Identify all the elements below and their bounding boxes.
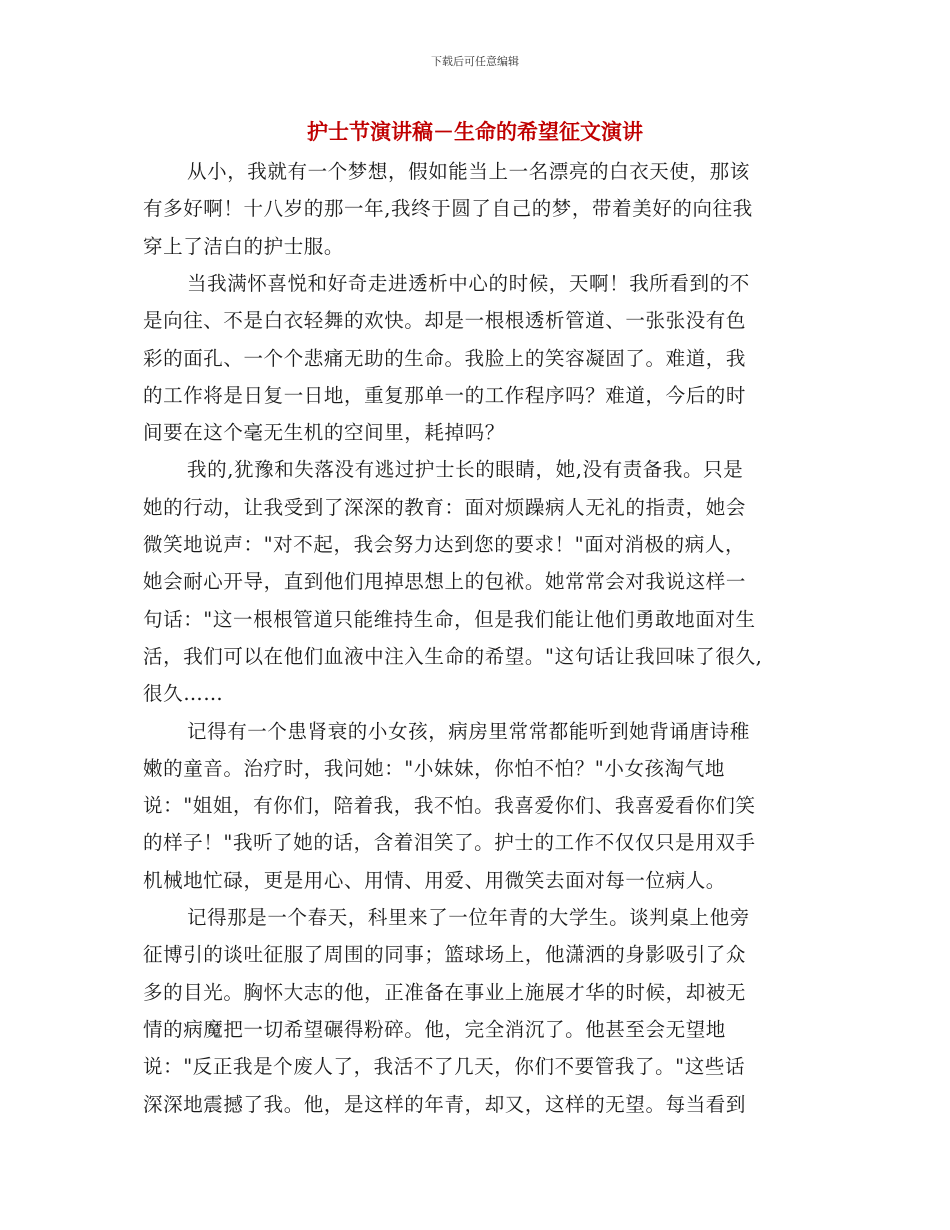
text-line: 的样子！"我听了她的话，含着泪笑了。护士的工作不仅仅只是用双手: [143, 831, 756, 855]
text-line: 嫩的童音。治疗时，我问她："小妹妹，你怕不怕？"小女孩淘气地: [143, 756, 725, 780]
text-line: 微笑地说声："对不起，我会努力达到您的要求！"面对消极的病人，: [143, 533, 746, 556]
text-line: 征博引的谈吐征服了周围的同事；篮球场上，他潇洒的身影吸引了众: [143, 943, 747, 967]
text-line: 机械地忙碌，更是用心、用情、用爱、用微笑去面对每一位病人。: [143, 868, 726, 892]
text-line: 记得那是一个春天，科里来了一位年青的大学生。谈判桌上他旁: [187, 906, 750, 929]
text-line: 活，我们可以在他们血液中注入生命的希望。"这句话让我回味了很久,: [143, 644, 763, 668]
text-line: 记得有一个患肾衰的小女孩，病房里常常都能听到她背诵唐诗稚: [187, 719, 750, 743]
page-header: 下载后可任意编辑: [431, 55, 519, 68]
text-line: 她的行动，让我受到了深深的教育：面对烦躁病人无礼的指责，她会: [143, 495, 747, 519]
text-line: 间要在这个毫无生机的空间里，耗掉吗？: [143, 421, 505, 445]
text-line: 句话："这一根根管道只能维持生命，但是我们能让他们勇敢地面对生: [143, 607, 756, 631]
text-line: 穿上了洁白的护士服。: [143, 234, 345, 258]
text-line: 有多好啊！十八岁的那一年,我终于圆了自己的梦，带着美好的向往我: [143, 197, 753, 221]
text-line: 的工作将是日复一日地，重复那单一的工作程序吗？难道，今后的时: [143, 383, 747, 407]
text-line: 说："反正我是个废人了，我活不了几天，你们不要管我了。"这些话: [143, 1055, 746, 1079]
text-line: 是向往、不是白衣轻舞的欢快。却是一根根透析管道、一张张没有色: [143, 309, 747, 333]
text-line: 当我满怀喜悦和好奇走进透析中心的时候，天啊！我所看到的不: [187, 271, 750, 295]
text-line: 很久……: [143, 682, 224, 706]
text-line: 多的目光。胸怀大志的他，正准备在事业上施展才华的时候，却被无: [143, 980, 747, 1004]
text-line: 彩的面孔、一个个悲痛无助的生命。我脸上的笑容凝固了。难道，我: [143, 346, 747, 370]
text-line: 情的病魔把一切希望碾得粉碎。他，完全消沉了。他甚至会无望地: [143, 1017, 726, 1041]
document-title: 护士节演讲稿－生命的希望征文演讲: [307, 120, 643, 144]
text-line: 我的,犹豫和失落没有逃过护士长的眼睛，她,没有责备我。只是: [187, 458, 744, 482]
text-line: 她会耐心开导，直到他们甩掉思想上的包袱。她常常会对我说这样一: [143, 570, 747, 594]
text-line: 说："姐姐，有你们，陪着我，我不怕。我喜爱你们、我喜爱看你们笑: [143, 794, 756, 818]
text-line: 深深地震撼了我。他，是这样的年青，却又，这样的无望。每当看到: [143, 1092, 747, 1116]
text-line: 从小，我就有一个梦想，假如能当上一名漂亮的白衣天使，那该: [187, 160, 750, 183]
